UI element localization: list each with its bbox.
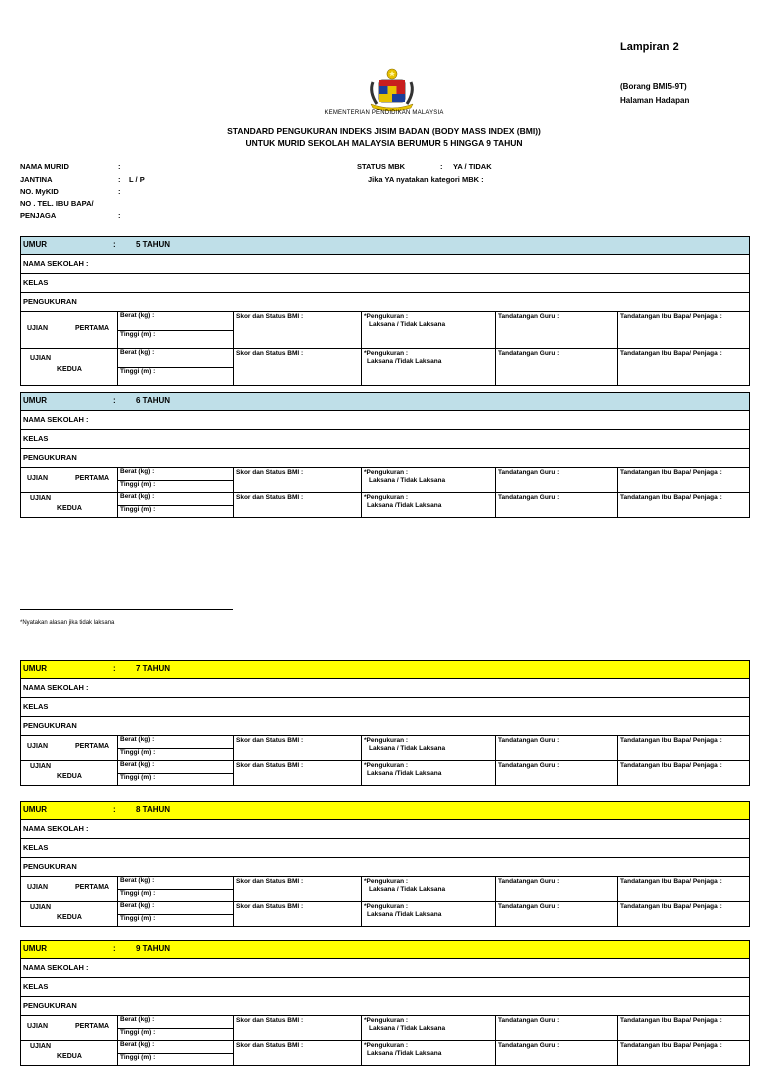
- test-ujian-label: UJIAN: [30, 904, 52, 911]
- class-label: KELAS: [23, 982, 49, 991]
- teacher-signature-field[interactable]: Tandatangan Guru :: [495, 493, 617, 517]
- class-row[interactable]: [21, 430, 749, 449]
- height-field[interactable]: Tinggi (m) :: [118, 505, 233, 517]
- measurement-status-field[interactable]: [361, 1016, 495, 1040]
- weight-field[interactable]: Berat (kg) :: [120, 736, 155, 743]
- measurement-question: *Pengukuran :: [364, 1017, 409, 1024]
- measurement-options: Laksana /Tidak Laksana: [367, 770, 442, 777]
- footnote-divider: [20, 609, 233, 610]
- age-label: UMUR: [23, 805, 47, 814]
- age-header: [21, 661, 749, 679]
- measurement-status-field[interactable]: [361, 877, 495, 901]
- age-label: UMUR: [23, 664, 47, 673]
- parent-signature-field[interactable]: Tandatangan Ibu Bapa/ Penjaga :: [617, 1041, 749, 1065]
- student-name-label: NAMA MURID: [20, 162, 69, 171]
- school-name-label: NAMA SEKOLAH :: [23, 683, 89, 692]
- age-section-7: [20, 660, 750, 786]
- age-header: [21, 237, 749, 255]
- measurement-status-field[interactable]: [361, 1041, 495, 1065]
- measurement-question: *Pengukuran :: [364, 878, 409, 885]
- age-section-8: [20, 801, 750, 927]
- teacher-signature-field[interactable]: Tandatangan Guru :: [495, 468, 617, 492]
- measurement-row: [21, 997, 749, 1016]
- measurement-label: PENGUKURAN: [23, 297, 77, 306]
- weight-field[interactable]: Berat (kg) :: [120, 312, 155, 319]
- gender-colon: :: [118, 175, 121, 184]
- school-name-label: NAMA SEKOLAH :: [23, 415, 89, 424]
- age-value: 6 TAHUN: [136, 396, 171, 405]
- school-name-row[interactable]: [21, 959, 749, 978]
- school-name-row[interactable]: [21, 679, 749, 698]
- page-label: Halaman Hadapan: [620, 96, 690, 105]
- bmi-score-field[interactable]: Skor dan Status BMI :: [233, 736, 361, 760]
- test-number-label: KEDUA: [57, 1053, 82, 1060]
- measurement-options: Laksana / Tidak Laksana: [369, 1025, 446, 1032]
- weight-field[interactable]: Berat (kg) :: [120, 349, 155, 356]
- parent-signature-field[interactable]: Tandatangan Ibu Bapa/ Penjaga :: [617, 902, 749, 926]
- parent-phone-colon: :: [118, 211, 121, 220]
- test-number-label: PERTAMA: [75, 325, 110, 332]
- test-number-label: PERTAMA: [75, 475, 110, 482]
- age-header: [21, 802, 749, 820]
- parent-signature-field[interactable]: Tandatangan Ibu Bapa/ Penjaga :: [617, 1016, 749, 1040]
- measurement-question: *Pengukuran :: [364, 1042, 409, 1049]
- measurement-options: Laksana /Tidak Laksana: [367, 358, 442, 365]
- measurement-question: *Pengukuran :: [364, 494, 409, 501]
- age-colon: :: [113, 944, 116, 953]
- class-label: KELAS: [23, 434, 49, 443]
- parent-signature-field[interactable]: Tandatangan Ibu Bapa/ Penjaga :: [617, 312, 749, 348]
- test-row-first: [21, 736, 749, 761]
- measurement-question: *Pengukuran :: [364, 350, 409, 357]
- test-row-second: [21, 1041, 749, 1065]
- bmi-score-field[interactable]: Skor dan Status BMI :: [233, 1016, 361, 1040]
- height-field[interactable]: Tinggi (m) :: [118, 914, 233, 926]
- measurement-label: PENGUKURAN: [23, 721, 77, 730]
- age-label: UMUR: [23, 240, 47, 249]
- test-ujian-label: UJIAN: [27, 325, 49, 332]
- school-name-label: NAMA SEKOLAH :: [23, 259, 89, 268]
- mbk-status-colon: :: [440, 162, 443, 171]
- weight-field[interactable]: Berat (kg) :: [120, 902, 155, 909]
- age-colon: :: [113, 396, 116, 405]
- mykid-label: NO. MyKID: [20, 187, 59, 196]
- measurement-row: [21, 449, 749, 468]
- teacher-signature-field[interactable]: Tandatangan Guru :: [495, 877, 617, 901]
- mbk-status-label: STATUS MBK: [357, 162, 406, 171]
- test-ujian-label: UJIAN: [27, 1023, 49, 1030]
- height-field[interactable]: Tinggi (m) :: [118, 889, 233, 901]
- age-section-6: [20, 392, 750, 518]
- lampiran-label: Lampiran 2: [620, 41, 679, 53]
- test-row-first: [21, 468, 749, 493]
- ministry-name: KEMENTERIAN PENDIDIKAN MALAYSIA: [324, 110, 444, 116]
- teacher-signature-field[interactable]: Tandatangan Guru :: [495, 902, 617, 926]
- weight-field[interactable]: Berat (kg) :: [120, 761, 155, 768]
- weight-field[interactable]: Berat (kg) :: [120, 877, 155, 884]
- test-number-label: KEDUA: [57, 773, 82, 780]
- age-value: 9 TAHUN: [136, 944, 171, 953]
- bmi-score-field[interactable]: Skor dan Status BMI :: [233, 902, 361, 926]
- bmi-score-field[interactable]: Skor dan Status BMI :: [233, 468, 361, 492]
- age-value: 5 TAHUN: [136, 240, 171, 249]
- bmi-score-field[interactable]: Skor dan Status BMI :: [233, 312, 361, 348]
- measurement-row: [21, 717, 749, 736]
- age-value: 7 TAHUN: [136, 664, 171, 673]
- bmi-score-field[interactable]: Skor dan Status BMI :: [233, 349, 361, 385]
- test-ujian-label: UJIAN: [30, 763, 52, 770]
- class-label: KELAS: [23, 843, 49, 852]
- height-field[interactable]: Tinggi (m) :: [118, 1028, 233, 1040]
- test-ujian-label: UJIAN: [27, 884, 49, 891]
- age-colon: :: [113, 664, 116, 673]
- class-row[interactable]: [21, 839, 749, 858]
- weight-field[interactable]: Berat (kg) :: [120, 468, 155, 475]
- age-section-5: [20, 236, 750, 386]
- test-number-label: PERTAMA: [75, 884, 110, 891]
- measurement-status-field[interactable]: [361, 902, 495, 926]
- measurement-row: [21, 293, 749, 312]
- age-label: UMUR: [23, 944, 47, 953]
- parent-signature-field[interactable]: Tandatangan Ibu Bapa/ Penjaga :: [617, 493, 749, 517]
- test-number-label: PERTAMA: [75, 1023, 110, 1030]
- teacher-signature-field[interactable]: Tandatangan Guru :: [495, 349, 617, 385]
- measurement-options: Laksana / Tidak Laksana: [369, 886, 446, 893]
- measurement-status-field[interactable]: [361, 493, 495, 517]
- test-row-second: [21, 493, 749, 517]
- measurement-label: PENGUKURAN: [23, 862, 77, 871]
- teacher-signature-field[interactable]: Tandatangan Guru :: [495, 761, 617, 785]
- measurement-options: Laksana / Tidak Laksana: [369, 477, 446, 484]
- measurement-options: Laksana /Tidak Laksana: [367, 502, 442, 509]
- footnote: *Nyatakan alasan jika tidak laksana: [20, 620, 115, 626]
- test-ujian-label: UJIAN: [27, 743, 49, 750]
- test-number-label: KEDUA: [57, 914, 82, 921]
- age-value: 8 TAHUN: [136, 805, 171, 814]
- parent-signature-field[interactable]: Tandatangan Ibu Bapa/ Penjaga :: [617, 761, 749, 785]
- measurement-question: *Pengukuran :: [364, 313, 409, 320]
- test-ujian-label: UJIAN: [30, 1043, 52, 1050]
- test-ujian-label: UJIAN: [30, 495, 52, 502]
- weight-field[interactable]: Berat (kg) :: [120, 1016, 155, 1023]
- form-title-line2: UNTUK MURID SEKOLAH MALAYSIA BERUMUR 5 HINGGA 9 TAHUN: [245, 138, 523, 148]
- measurement-label: PENGUKURAN: [23, 453, 77, 462]
- teacher-signature-field[interactable]: Tandatangan Guru :: [495, 736, 617, 760]
- measurement-status-field[interactable]: [361, 349, 495, 385]
- class-row[interactable]: [21, 698, 749, 717]
- height-field[interactable]: Tinggi (m) :: [118, 773, 233, 785]
- bmi-score-field[interactable]: Skor dan Status BMI :: [233, 877, 361, 901]
- bmi-score-field[interactable]: Skor dan Status BMI :: [233, 1041, 361, 1065]
- measurement-question: *Pengukuran :: [364, 469, 409, 476]
- test-row-first: [21, 1016, 749, 1041]
- class-label: KELAS: [23, 278, 49, 287]
- height-field[interactable]: Tinggi (m) :: [118, 480, 233, 492]
- measurement-row: [21, 858, 749, 877]
- height-field[interactable]: Tinggi (m) :: [118, 1053, 233, 1065]
- parent-phone-label-1: NO . TEL. IBU BAPA/: [20, 199, 94, 208]
- measurement-options: Laksana / Tidak Laksana: [369, 745, 446, 752]
- age-label: UMUR: [23, 396, 47, 405]
- school-name-label: NAMA SEKOLAH :: [23, 824, 89, 833]
- mbk-status-value: YA / TIDAK: [453, 162, 492, 171]
- height-field[interactable]: Tinggi (m) :: [118, 748, 233, 760]
- height-field[interactable]: Tinggi (m) :: [118, 367, 233, 385]
- form-title-line1: STANDARD PENGUKURAN INDEKS JISIM BADAN (BODY MASS INDEX (BMI)): [227, 126, 541, 136]
- mykid-colon: :: [118, 187, 121, 196]
- measurement-question: *Pengukuran :: [364, 737, 409, 744]
- test-row-first: [21, 877, 749, 902]
- teacher-signature-field[interactable]: Tandatangan Guru :: [495, 1016, 617, 1040]
- measurement-status-field[interactable]: [361, 468, 495, 492]
- measurement-status-field[interactable]: [361, 761, 495, 785]
- test-number-label: KEDUA: [57, 366, 82, 373]
- age-section-9: [20, 940, 750, 1066]
- height-field[interactable]: Tinggi (m) :: [118, 330, 233, 348]
- mbk-category-note: Jika YA nyatakan kategori MBK :: [368, 175, 484, 184]
- test-row-second: [21, 902, 749, 926]
- weight-field[interactable]: Berat (kg) :: [120, 1041, 155, 1048]
- parent-signature-field[interactable]: Tandatangan Ibu Bapa/ Penjaga :: [617, 877, 749, 901]
- test-row-second: [21, 349, 749, 385]
- school-name-row[interactable]: [21, 411, 749, 430]
- measurement-label: PENGUKURAN: [23, 1001, 77, 1010]
- weight-field[interactable]: Berat (kg) :: [120, 493, 155, 500]
- age-header: [21, 941, 749, 959]
- measurement-question: *Pengukuran :: [364, 762, 409, 769]
- measurement-status-field[interactable]: [361, 312, 495, 348]
- gender-label: JANTINA: [20, 175, 53, 184]
- class-row[interactable]: [21, 274, 749, 293]
- parent-signature-field[interactable]: Tandatangan Ibu Bapa/ Penjaga :: [617, 468, 749, 492]
- test-ujian-label: UJIAN: [27, 475, 49, 482]
- form-code: (Borang BMI5-9T): [620, 82, 687, 91]
- test-ujian-label: UJIAN: [30, 355, 52, 362]
- measurement-options: Laksana /Tidak Laksana: [367, 911, 442, 918]
- teacher-signature-field[interactable]: Tandatangan Guru :: [495, 1041, 617, 1065]
- gender-value: L / P: [129, 175, 145, 184]
- measurement-options: Laksana / Tidak Laksana: [369, 321, 446, 328]
- test-row-second: [21, 761, 749, 785]
- parent-signature-field[interactable]: Tandatangan Ibu Bapa/ Penjaga :: [617, 736, 749, 760]
- school-name-row[interactable]: [21, 820, 749, 839]
- class-row[interactable]: [21, 978, 749, 997]
- measurement-status-field[interactable]: [361, 736, 495, 760]
- age-header: [21, 393, 749, 411]
- class-label: KELAS: [23, 702, 49, 711]
- bmi-score-field[interactable]: Skor dan Status BMI :: [233, 493, 361, 517]
- measurement-question: *Pengukuran :: [364, 903, 409, 910]
- test-row-first: [21, 312, 749, 349]
- test-number-label: KEDUA: [57, 505, 82, 512]
- school-name-row[interactable]: [21, 255, 749, 274]
- measurement-options: Laksana /Tidak Laksana: [367, 1050, 442, 1057]
- age-colon: :: [113, 240, 116, 249]
- school-name-label: NAMA SEKOLAH :: [23, 963, 89, 972]
- teacher-signature-field[interactable]: Tandatangan Guru :: [495, 312, 617, 348]
- bmi-score-field[interactable]: Skor dan Status BMI :: [233, 761, 361, 785]
- age-colon: :: [113, 805, 116, 814]
- student-name-colon: :: [118, 162, 121, 171]
- coat-of-arms-icon: [365, 68, 419, 112]
- parent-phone-label-2: PENJAGA: [20, 211, 57, 220]
- parent-signature-field[interactable]: Tandatangan Ibu Bapa/ Penjaga :: [617, 349, 749, 385]
- test-number-label: PERTAMA: [75, 743, 110, 750]
